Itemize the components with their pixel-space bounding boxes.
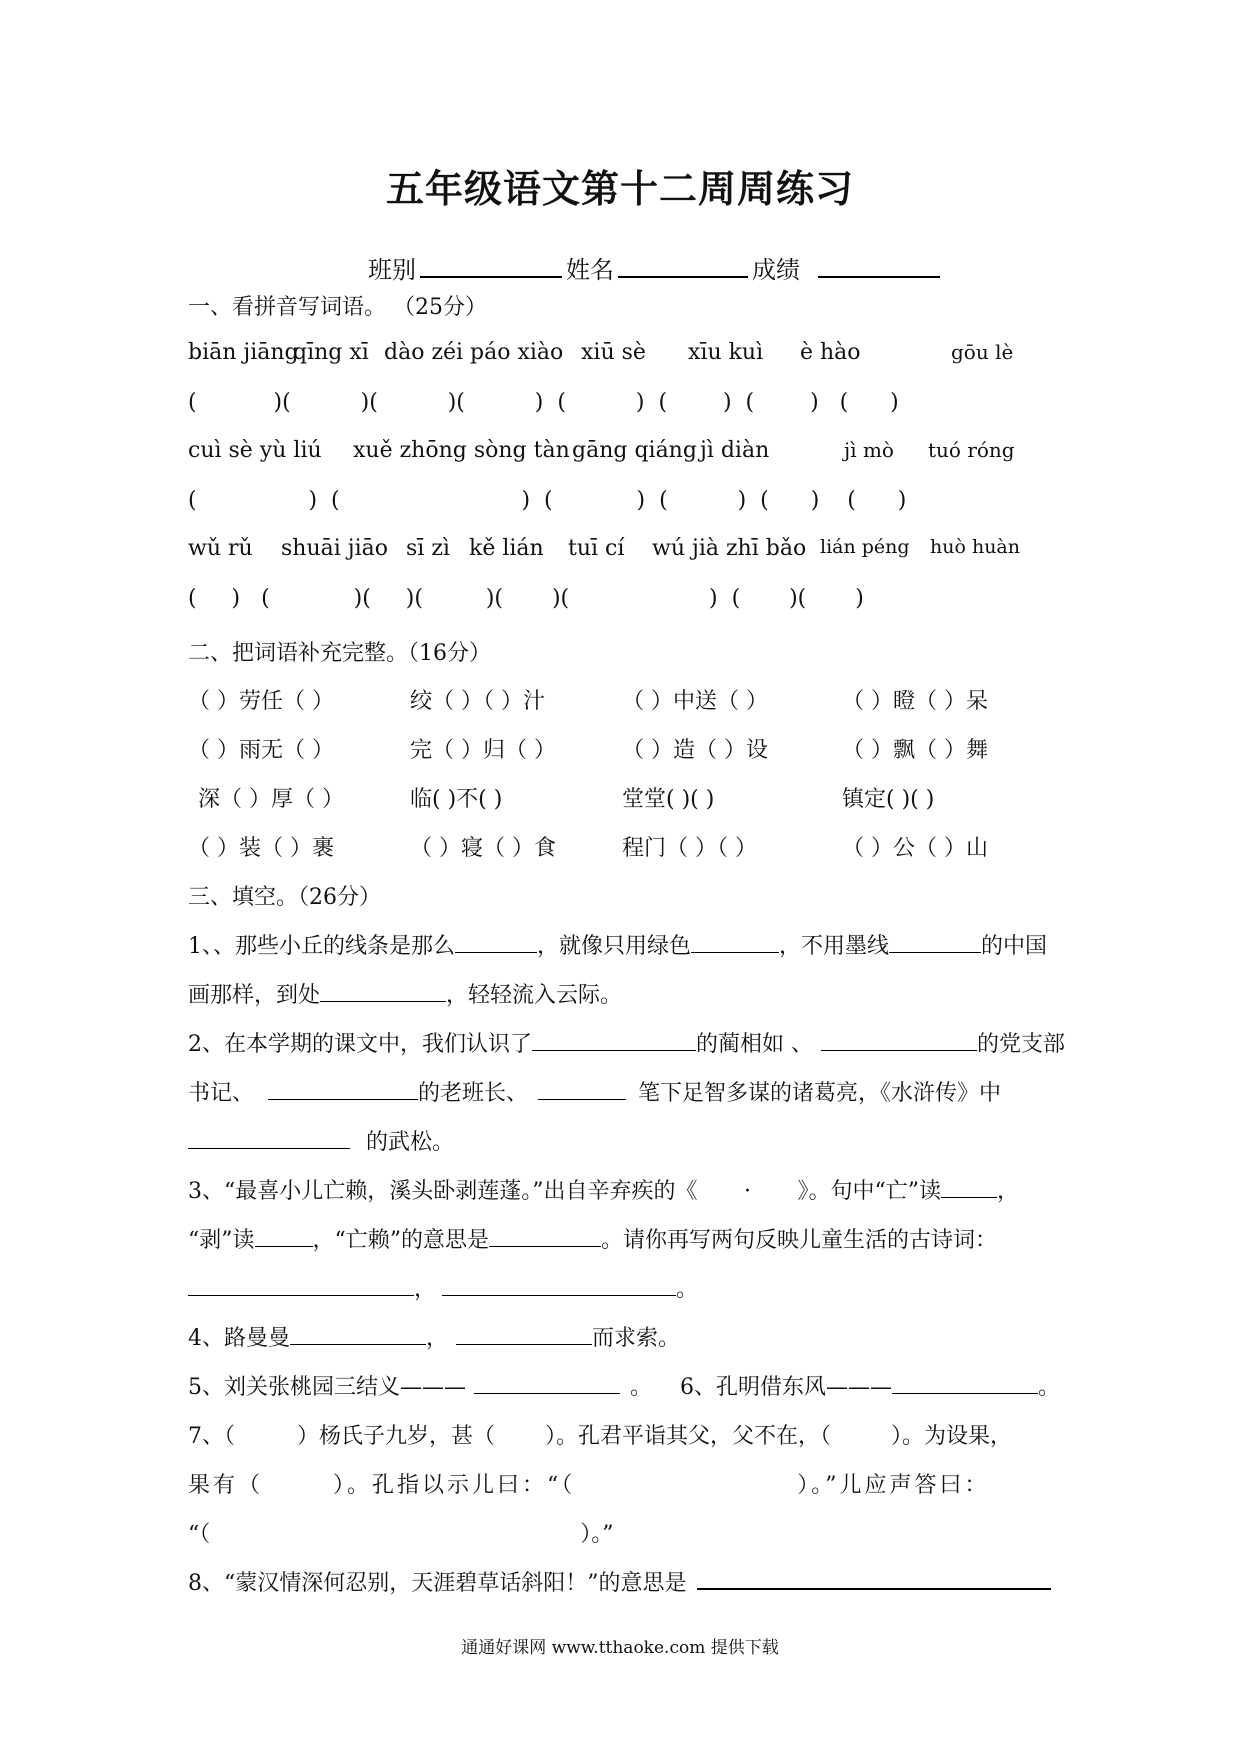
idiom-item[interactable]: 绞（ ）（ ）汁 <box>410 689 545 714</box>
name-label: 姓名 <box>566 256 614 284</box>
q2-text: 2、在本学期的课文中，我们认识了 <box>188 1032 532 1057</box>
q2-text: 的党支部 <box>977 1032 1066 1057</box>
pinyin-item: wú jià zhī bǎo <box>652 536 807 561</box>
q7-text: ）杨氏子九岁，甚（ <box>297 1424 496 1449</box>
idiom-item[interactable]: （ ）装（ ）裹 <box>188 836 334 861</box>
page-title: 五年级语文第十二周周练习 <box>385 166 854 211</box>
class-label: 班别 <box>368 256 416 284</box>
pinyin-item: xīu kuì <box>688 340 764 365</box>
idiom-item[interactable]: （ ）寝（ ）食 <box>410 836 556 861</box>
q2-line1 <box>188 1027 1068 1058</box>
idiom-item[interactable]: 完（ ）归（ ） <box>410 738 556 763</box>
q3-text: ， <box>997 1179 1020 1204</box>
q1-blank[interactable] <box>320 981 446 1002</box>
q4-blank[interactable] <box>290 1324 426 1345</box>
answer-row-3[interactable]: ( ) ( )( )( )( )( ) ( )( ) <box>188 586 864 611</box>
pinyin-item: jì mò <box>844 438 894 462</box>
q8-blank[interactable] <box>697 1568 1051 1590</box>
section1-heading: 一、看拼音写词语。 （25分） <box>188 295 487 320</box>
pinyin-item: tuó róng <box>928 438 1015 462</box>
pinyin-item: è hào <box>800 340 861 365</box>
q2-text: 的蔺相如 、 <box>696 1032 813 1057</box>
q5-q6-line <box>188 1370 1068 1401</box>
q7-text: ）。孔指以示儿曰：“（ <box>333 1473 576 1498</box>
q1-blank[interactable] <box>455 932 537 953</box>
idiom-item[interactable]: （ ）飘（ ）舞 <box>842 738 988 763</box>
q6-text: 。 <box>1038 1375 1061 1400</box>
q7-text: ）。” <box>580 1522 614 1547</box>
q7-text: ）。为设果， <box>891 1424 1013 1449</box>
q8-line <box>188 1566 1068 1597</box>
class-blank[interactable] <box>420 254 562 278</box>
q2-blank[interactable] <box>268 1079 418 1100</box>
idiom-item[interactable]: 堂堂( )( ) <box>622 787 715 812</box>
q1-line1 <box>188 929 1068 960</box>
q7-text: “（ <box>188 1522 211 1547</box>
idiom-item[interactable]: 深（ ）厚（ ） <box>198 787 344 812</box>
q3-text: 3、“最喜小儿亡赖，溪头卧剥莲蓬。”出自辛弃疾的《 <box>188 1179 698 1204</box>
q3-text: 》。句中“亡”读 <box>797 1179 941 1204</box>
answer-row-1[interactable]: ( )( )( )( ) ( ) ( ) ( ) ( ) <box>188 390 899 415</box>
pinyin-item: xiū sè <box>581 340 646 365</box>
q1-text: ，轻轻流入云际。 <box>446 983 623 1008</box>
q4-line <box>188 1321 1068 1352</box>
pinyin-item: qīng xī <box>293 340 369 365</box>
q2-blank[interactable] <box>532 1030 696 1051</box>
idiom-item[interactable]: 镇定( )( ) <box>842 787 935 812</box>
q3-blank[interactable] <box>442 1275 676 1296</box>
name-blank[interactable] <box>618 254 748 278</box>
pinyin-row-2 <box>188 438 1068 478</box>
q3-blank[interactable] <box>255 1226 313 1247</box>
pinyin-item: lián péng <box>820 536 910 558</box>
idiom-item[interactable]: （ ）劳任（ ） <box>188 689 334 714</box>
idiom-item[interactable]: 程门（ ）（ ） <box>622 836 757 861</box>
q7-line1 <box>188 1419 1068 1450</box>
idiom-item[interactable]: （ ）瞪（ ）呆 <box>842 689 988 714</box>
q7-line2 <box>188 1468 1068 1499</box>
section3-heading: 三、填空。（26分） <box>188 885 381 910</box>
q3-title-dot[interactable]: · <box>744 1179 751 1204</box>
q1-text: 画那样，到处 <box>188 983 321 1008</box>
q3-text: “剥”读 <box>188 1228 255 1253</box>
q5-blank[interactable] <box>474 1373 620 1394</box>
answer-row-2[interactable]: ( ) ( ) ( ) ( ) ( ) ( ) <box>188 488 907 513</box>
pinyin-item: wǔ rǔ <box>188 536 253 561</box>
idiom-row-2 <box>188 733 1068 773</box>
q5-text: 5、刘关张桃园三结义——— <box>188 1375 466 1400</box>
q5-text: 。 <box>630 1375 653 1400</box>
q1-text: 的中国 <box>981 934 1048 959</box>
q1-blank[interactable] <box>889 932 981 953</box>
q3-text: ，“亡赖”的意思是 <box>312 1228 489 1253</box>
pinyin-item: sī zì <box>406 536 450 561</box>
idiom-item[interactable]: （ ）中送（ ） <box>622 689 768 714</box>
student-info-line <box>368 250 944 285</box>
q7-text: 7、（ <box>188 1424 235 1449</box>
q3-line2 <box>188 1223 1068 1254</box>
q1-blank[interactable] <box>691 932 779 953</box>
q2-line3 <box>188 1125 1068 1156</box>
section2-heading: 二、把词语补充完整。（16分） <box>188 641 491 666</box>
q1-text: ，就像只用绿色 <box>537 934 692 959</box>
pinyin-item: biān jiāng <box>188 340 299 365</box>
score-label: 成绩 <box>752 256 800 284</box>
q7-text: 果有（ <box>188 1473 264 1498</box>
pinyin-item: dào zéi <box>384 340 464 365</box>
pinyin-item: gāng qiáng <box>572 438 697 463</box>
idiom-item[interactable]: （ ）公（ ）山 <box>842 836 988 861</box>
q6-blank[interactable] <box>892 1373 1038 1394</box>
q3-line3 <box>188 1272 1068 1303</box>
q4-text: 而求索。 <box>592 1326 681 1351</box>
pinyin-item: páo xiào <box>470 340 564 365</box>
idiom-item[interactable]: （ ）造（ ）设 <box>622 738 768 763</box>
q2-text: 书记、 <box>188 1081 255 1106</box>
q3-blank[interactable] <box>489 1226 601 1247</box>
q3-line1 <box>188 1174 1068 1205</box>
q1-text: 1、、那些小丘的线条是那么 <box>188 934 455 959</box>
idiom-row-4 <box>188 831 1068 871</box>
q3-text: 。请你再写两句反映儿童生活的古诗词： <box>601 1228 998 1253</box>
q2-text: 的武松。 <box>366 1130 455 1155</box>
pinyin-item: huò huàn <box>930 536 1020 558</box>
pinyin-row-3 <box>188 536 1068 576</box>
pinyin-item: shuāi jiāo <box>281 536 388 561</box>
q2-text: 的老班长、 <box>418 1081 529 1106</box>
q1-line2 <box>188 978 1068 1009</box>
pinyin-item: tuī cí <box>568 536 625 561</box>
pinyin-item: cuì sè yù liú <box>188 438 322 463</box>
idiom-item[interactable]: （ ）雨无（ ） <box>188 738 334 763</box>
q3-text: 。 <box>676 1277 699 1302</box>
footer-credit: 通通好课网 www.tthaoke.com 提供下载 <box>461 1638 779 1658</box>
idiom-row-3 <box>188 782 1068 822</box>
q7-line3 <box>188 1517 1068 1548</box>
q1-text: ，不用墨线 <box>779 934 890 959</box>
pinyin-item: gōu lè <box>951 340 1014 364</box>
q2-blank[interactable] <box>538 1079 626 1100</box>
q3-blank[interactable] <box>188 1275 414 1296</box>
pinyin-item: jì diàn <box>700 438 770 463</box>
score-blank[interactable] <box>818 254 940 278</box>
idiom-row-1 <box>188 684 1068 724</box>
q3-blank[interactable] <box>941 1177 997 1198</box>
q7-text: ）。”儿应声答曰： <box>797 1473 990 1498</box>
idiom-item[interactable]: 临( )不( ) <box>410 787 503 812</box>
pinyin-row-1 <box>188 340 1068 380</box>
q8-text: 8、“蒙汉情深何忍别，天涯碧草话斜阳！”的意思是 <box>188 1571 687 1596</box>
q7-text: ）。孔君平诣其父，父不在，（ <box>545 1424 832 1449</box>
q4-blank[interactable] <box>456 1324 592 1345</box>
q4-text: 4、路曼曼 <box>188 1326 290 1351</box>
q3-text: ， <box>414 1277 437 1302</box>
q2-line2 <box>188 1076 1068 1107</box>
q2-blank[interactable] <box>821 1030 977 1051</box>
q2-text: 笔下足智多谋的诸葛亮，《水浒传》中 <box>638 1081 1002 1106</box>
q2-blank[interactable] <box>188 1128 350 1149</box>
q6-text: 6、孔明借东风——— <box>680 1375 893 1400</box>
pinyin-item: kě lián <box>469 536 544 561</box>
q4-text: ， <box>426 1326 449 1351</box>
pinyin-item: xuě zhōng sòng tàn <box>353 438 570 463</box>
